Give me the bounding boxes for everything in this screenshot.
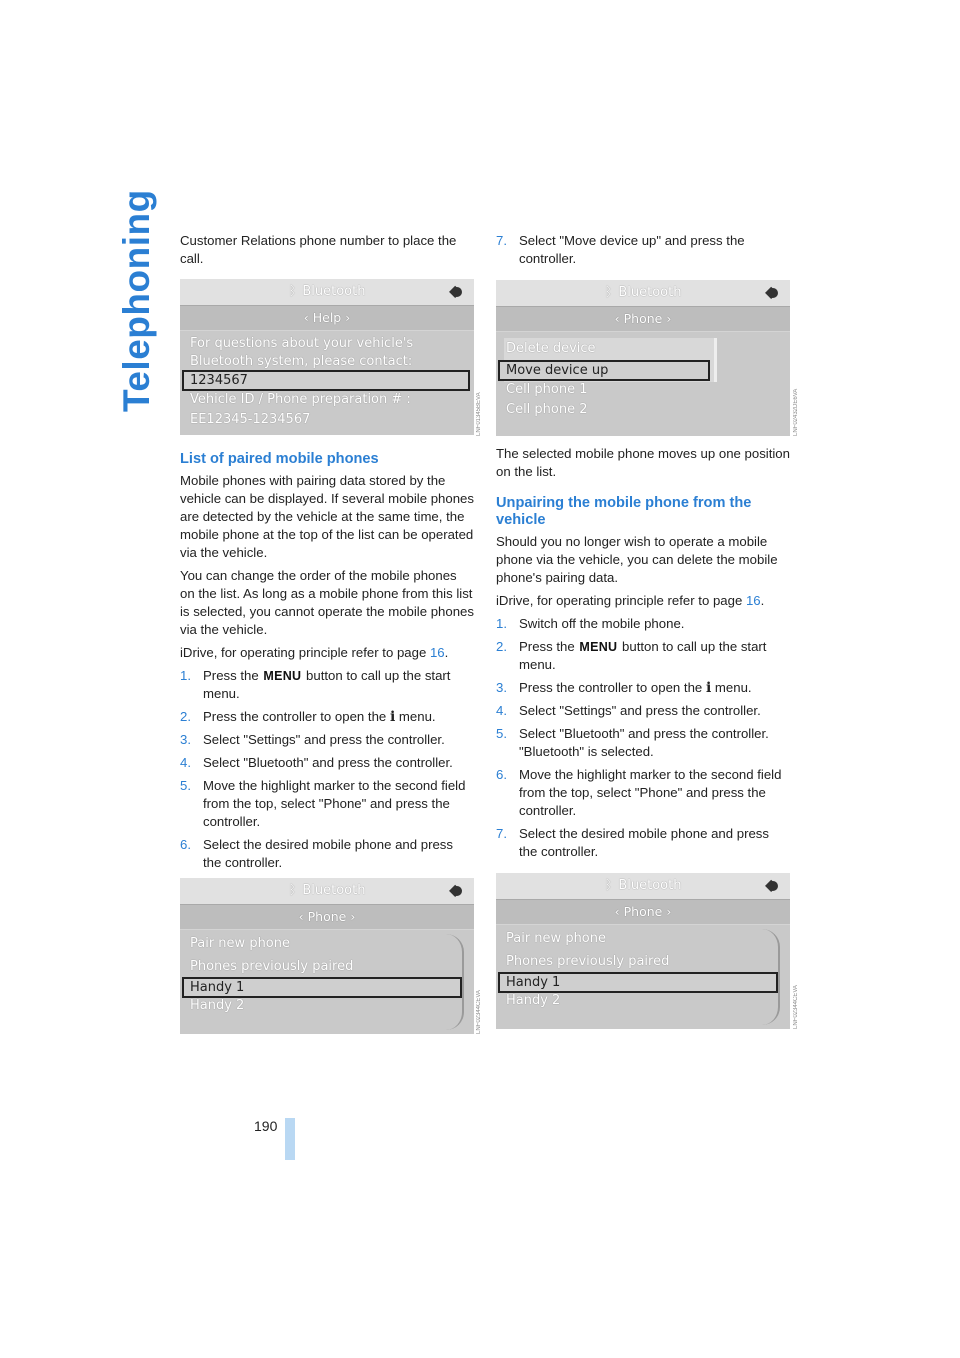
step-text: button to call up the start menu.	[203, 668, 451, 701]
idrive-end: .	[760, 593, 765, 608]
left-column-body	[180, 451, 474, 877]
step-number: 1.	[496, 616, 507, 631]
idrive-ref	[496, 592, 790, 610]
step	[496, 766, 790, 820]
list-item[interactable]: Pair new phone	[190, 936, 290, 951]
step-number: 2.	[180, 709, 191, 724]
idrive-ref	[180, 644, 474, 662]
section-title	[116, 189, 157, 412]
step	[496, 679, 790, 697]
step-text: Switch off the mobile phone.	[519, 616, 685, 631]
step-number: 5.	[180, 778, 191, 793]
idrive-text: iDrive, for operating principle refer to page	[496, 593, 746, 608]
phone-list-screen	[496, 873, 790, 1029]
step-text: Select "Bluetooth" and press the controller.	[203, 755, 453, 770]
step-text: Press the controller to open the	[519, 680, 706, 695]
help-line-4: EE12345-1234567	[190, 412, 311, 427]
screen-title: Bluetooth	[618, 285, 682, 300]
paragraph: The selected mobile phone moves up one position on the list.	[496, 446, 790, 479]
move-device-screen	[496, 280, 790, 436]
bluetooth-icon: ᛒ	[604, 878, 613, 893]
step-number: 3.	[496, 680, 507, 695]
screen-subheader: ‹ Help ›	[180, 306, 474, 330]
controller-icon	[448, 283, 466, 301]
bluetooth-icon: ᛒ	[288, 284, 297, 299]
list-item[interactable]: Cell phone 2	[506, 402, 588, 417]
info-icon: i	[389, 709, 396, 725]
bluetooth-icon: ᛒ	[288, 883, 297, 898]
list-item[interactable]: Phones previously paired	[190, 959, 354, 974]
step	[496, 702, 790, 720]
step	[496, 825, 790, 861]
step-number: 5.	[496, 726, 507, 741]
step-number: 7.	[496, 233, 507, 248]
section-heading: List of paired mobile phones	[180, 451, 379, 467]
step	[180, 777, 474, 831]
step-number: 6.	[180, 837, 191, 852]
screen-subheader: ‹ Phone ›	[496, 900, 790, 924]
image-code: LNF02344CEVA	[793, 985, 799, 1029]
screen-header	[180, 279, 474, 306]
help-screen	[180, 279, 474, 435]
screen-header	[496, 280, 790, 307]
step-text: Select the desired mobile phone and press the controller.	[519, 826, 769, 859]
step-text: Select "Settings" and press the controller.	[203, 732, 445, 747]
step-text: Select "Settings" and press the controller.	[519, 703, 761, 718]
idrive-text: iDrive, for operating principle refer to page	[180, 645, 430, 660]
menu-button-icon: MENU	[579, 640, 618, 654]
image-code: LNF01345BEVA	[476, 392, 482, 436]
menu-item-delete-device[interactable]: Delete device	[506, 341, 596, 356]
list-item[interactable]: Pair new phone	[506, 931, 606, 946]
right-column-body	[496, 445, 790, 866]
list-item[interactable]: Handy 2	[190, 998, 245, 1013]
help-line-2: Bluetooth system, please contact:	[190, 354, 413, 369]
step	[180, 667, 474, 703]
controller-icon	[764, 877, 782, 895]
step	[496, 725, 790, 761]
bluetooth-icon: ᛒ	[604, 285, 613, 300]
step-text: Press the controller to open the	[203, 709, 390, 724]
right-column	[496, 232, 790, 273]
step-number: 3.	[180, 732, 191, 747]
menu-button-icon: MENU	[263, 669, 302, 683]
help-number[interactable]: 1234567	[182, 370, 470, 391]
help-line-3: Vehicle ID / Phone preparation # :	[190, 392, 411, 407]
step	[180, 836, 474, 872]
list-item-selected[interactable]: Handy 1	[182, 977, 462, 998]
step-number: 4.	[180, 755, 191, 770]
info-icon: i	[705, 680, 712, 696]
section-heading: Unpairing the mobile phone from the vehicle	[496, 495, 752, 528]
screen-subheader: ‹ Phone ›	[496, 307, 790, 331]
idrive-end: .	[444, 645, 449, 660]
list-item[interactable]: Cell phone 1	[506, 382, 588, 397]
intro-text: Customer Relations phone number to place the call.	[180, 233, 457, 266]
step-text: Move the highlight marker to the second field from the top, select "Phone" and press the controller.	[519, 767, 782, 818]
left-column	[180, 232, 474, 273]
phone-list-screen	[180, 878, 474, 1034]
screen-subheader: ‹ Phone ›	[180, 905, 474, 929]
screen-header	[496, 873, 790, 900]
image-code: LNF02344CEVA	[476, 990, 482, 1034]
step-text: Move the highlight marker to the second field from the top, select "Phone" and press the controller.	[203, 778, 466, 829]
paragraph: Mobile phones with pairing data stored by the vehicle can be displayed. If several mobile phones are detected by the vehicle at the same time, the mobile phone at the top of the list can be operated via the vehicle.	[180, 473, 474, 560]
paragraph: You can change the order of the mobile phones on the list. As long as a mobile phone from this list is selected, you cannot operate the mobile phones via the vehicle.	[180, 568, 474, 637]
controller-icon	[448, 882, 466, 900]
step-number: 6.	[496, 767, 507, 782]
controller-icon	[764, 284, 782, 302]
page-link[interactable]: 16	[745, 593, 761, 608]
image-code: LNF02432DE6VA	[793, 388, 799, 436]
step-number: 4.	[496, 703, 507, 718]
step-number: 1.	[180, 668, 191, 683]
step	[496, 638, 790, 674]
step	[496, 232, 790, 268]
screen-title: Bluetooth	[302, 284, 366, 299]
step	[180, 754, 474, 772]
page-number: 190	[254, 1118, 278, 1134]
step-text: button to call up the start menu.	[519, 639, 767, 672]
step-text: Select "Move device up" and press the controller.	[519, 233, 745, 266]
step-text: menu.	[395, 709, 436, 724]
section-title-text: Telephoning	[116, 189, 157, 412]
page-link[interactable]: 16	[429, 645, 445, 660]
step-number: 2.	[496, 639, 507, 654]
step	[496, 615, 790, 633]
step-text: menu.	[711, 680, 752, 695]
step-text: Select the desired mobile phone and press the controller.	[203, 837, 453, 870]
screen-header	[180, 878, 474, 905]
step	[180, 731, 474, 749]
step-text: Press the	[519, 639, 579, 654]
screen-title: Bluetooth	[618, 878, 682, 893]
paragraph: Should you no longer wish to operate a mobile phone via the vehicle, you can delete the mobile phone's pairing data.	[496, 534, 778, 585]
page-bar	[285, 1118, 295, 1160]
step-text: Press the	[203, 668, 263, 683]
help-line-1: For questions about your vehicle's	[190, 336, 414, 351]
step-text: Select "Bluetooth" and press the controller. "Bluetooth" is selected.	[519, 726, 769, 759]
step	[180, 708, 474, 726]
step-number: 7.	[496, 826, 507, 841]
screen-title: Bluetooth	[302, 883, 366, 898]
list-item-selected[interactable]: Handy 1	[498, 972, 778, 993]
list-item[interactable]: Handy 2	[506, 993, 561, 1008]
list-item[interactable]: Phones previously paired	[506, 954, 670, 969]
menu-item-move-device-up[interactable]: Move device up	[498, 360, 710, 381]
